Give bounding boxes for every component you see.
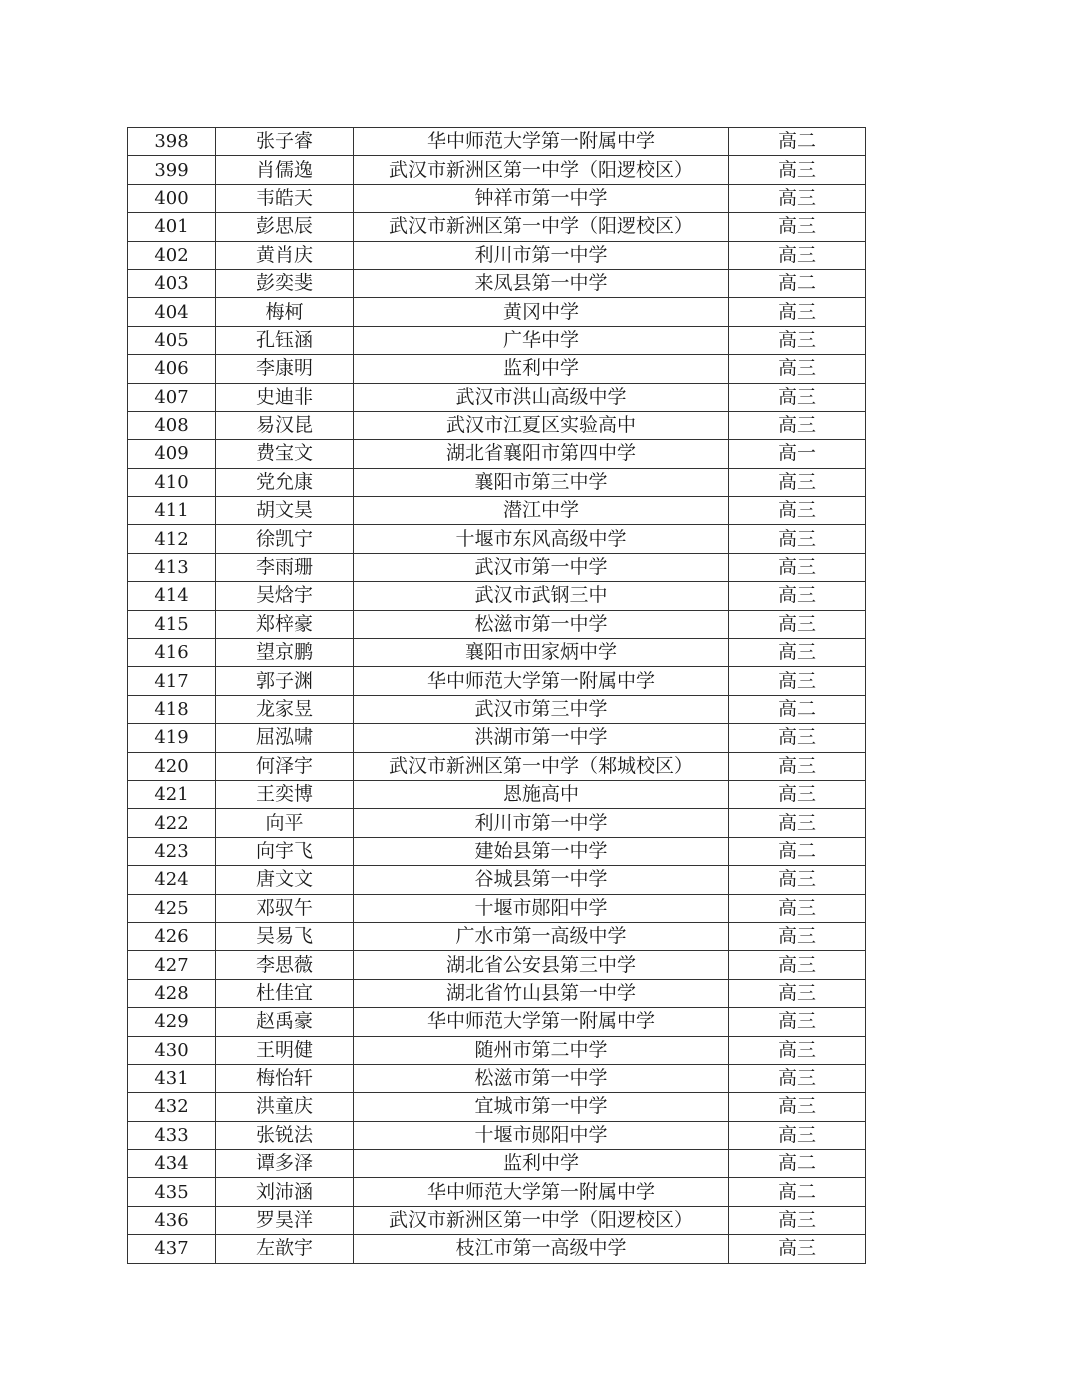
grade-level: 高三 xyxy=(729,213,866,241)
school-name: 广水市第一高级中学 xyxy=(354,922,729,950)
row-number: 408 xyxy=(128,411,216,439)
student-name: 梅柯 xyxy=(216,298,354,326)
table-row xyxy=(128,553,866,581)
grade-level: 高二 xyxy=(729,1178,866,1206)
student-name: 徐凯宁 xyxy=(216,525,354,553)
student-name: 左歆宇 xyxy=(216,1235,354,1263)
row-number: 406 xyxy=(128,355,216,383)
table-row xyxy=(128,1036,866,1064)
table-row xyxy=(128,298,866,326)
school-name: 谷城县第一中学 xyxy=(354,866,729,894)
school-name: 宜城市第一中学 xyxy=(354,1093,729,1121)
student-name: 张子睿 xyxy=(216,128,354,156)
table-row xyxy=(128,383,866,411)
table-row xyxy=(128,1150,866,1178)
row-number: 429 xyxy=(128,1008,216,1036)
grade-level: 高三 xyxy=(729,780,866,808)
table-row xyxy=(128,184,866,212)
row-number: 435 xyxy=(128,1178,216,1206)
student-name: 李雨珊 xyxy=(216,553,354,581)
grade-level: 高三 xyxy=(729,355,866,383)
student-name: 韦皓天 xyxy=(216,184,354,212)
school-name: 武汉市洪山高级中学 xyxy=(354,383,729,411)
school-name: 黄冈中学 xyxy=(354,298,729,326)
grade-level: 高三 xyxy=(729,1206,866,1234)
row-number: 432 xyxy=(128,1093,216,1121)
table-row xyxy=(128,128,866,156)
table-row xyxy=(128,667,866,695)
table-row xyxy=(128,440,866,468)
student-name: 张锐法 xyxy=(216,1121,354,1149)
table-row xyxy=(128,241,866,269)
grade-level: 高一 xyxy=(729,440,866,468)
grade-level: 高三 xyxy=(729,667,866,695)
grade-level: 高三 xyxy=(729,724,866,752)
row-number: 416 xyxy=(128,639,216,667)
grade-level: 高三 xyxy=(729,497,866,525)
row-number: 431 xyxy=(128,1064,216,1092)
table-row xyxy=(128,1064,866,1092)
row-number: 401 xyxy=(128,213,216,241)
grade-level: 高三 xyxy=(729,298,866,326)
row-number: 403 xyxy=(128,269,216,297)
row-number: 437 xyxy=(128,1235,216,1263)
table-row xyxy=(128,837,866,865)
grade-level: 高三 xyxy=(729,752,866,780)
table-row xyxy=(128,1178,866,1206)
table-row xyxy=(128,411,866,439)
school-name: 武汉市新洲区第一中学（阳逻校区） xyxy=(354,1206,729,1234)
table-row xyxy=(128,809,866,837)
table-row xyxy=(128,979,866,1007)
table-row xyxy=(128,497,866,525)
school-name: 华中师范大学第一附属中学 xyxy=(354,128,729,156)
school-name: 襄阳市第三中学 xyxy=(354,468,729,496)
row-number: 419 xyxy=(128,724,216,752)
table-row xyxy=(128,951,866,979)
table-row xyxy=(128,1121,866,1149)
student-name: 谭多泽 xyxy=(216,1150,354,1178)
school-name: 监利中学 xyxy=(354,355,729,383)
row-number: 434 xyxy=(128,1150,216,1178)
row-number: 424 xyxy=(128,866,216,894)
row-number: 421 xyxy=(128,780,216,808)
student-name: 王明健 xyxy=(216,1036,354,1064)
grade-level: 高三 xyxy=(729,411,866,439)
grade-level: 高三 xyxy=(729,1093,866,1121)
grade-level: 高三 xyxy=(729,326,866,354)
school-name: 随州市第二中学 xyxy=(354,1036,729,1064)
grade-level: 高二 xyxy=(729,128,866,156)
grade-level: 高二 xyxy=(729,695,866,723)
grade-level: 高三 xyxy=(729,468,866,496)
table-row xyxy=(128,1206,866,1234)
school-name: 松滋市第一中学 xyxy=(354,1064,729,1092)
school-name: 武汉市新洲区第一中学（阳逻校区） xyxy=(354,156,729,184)
student-name: 肖儒逸 xyxy=(216,156,354,184)
grade-level: 高三 xyxy=(729,553,866,581)
table-row xyxy=(128,695,866,723)
school-name: 湖北省襄阳市第四中学 xyxy=(354,440,729,468)
school-name: 松滋市第一中学 xyxy=(354,610,729,638)
school-name: 建始县第一中学 xyxy=(354,837,729,865)
school-name: 枝江市第一高级中学 xyxy=(354,1235,729,1263)
school-name: 恩施高中 xyxy=(354,780,729,808)
student-name: 向平 xyxy=(216,809,354,837)
grade-level: 高三 xyxy=(729,610,866,638)
table-row xyxy=(128,639,866,667)
row-number: 400 xyxy=(128,184,216,212)
grade-level: 高三 xyxy=(729,1036,866,1064)
grade-level: 高三 xyxy=(729,979,866,1007)
table-row xyxy=(128,780,866,808)
grade-level: 高三 xyxy=(729,1008,866,1036)
student-name: 屈泓啸 xyxy=(216,724,354,752)
school-name: 武汉市江夏区实验高中 xyxy=(354,411,729,439)
row-number: 407 xyxy=(128,383,216,411)
school-name: 武汉市第一中学 xyxy=(354,553,729,581)
student-name: 向宇飞 xyxy=(216,837,354,865)
table-row xyxy=(128,355,866,383)
student-name: 李思薇 xyxy=(216,951,354,979)
school-name: 襄阳市田家炳中学 xyxy=(354,639,729,667)
student-name: 邓驭午 xyxy=(216,894,354,922)
table-row xyxy=(128,1008,866,1036)
school-name: 华中师范大学第一附属中学 xyxy=(354,1008,729,1036)
student-name: 杜佳宜 xyxy=(216,979,354,1007)
row-number: 433 xyxy=(128,1121,216,1149)
row-number: 405 xyxy=(128,326,216,354)
student-name: 刘沛涵 xyxy=(216,1178,354,1206)
row-number: 436 xyxy=(128,1206,216,1234)
student-name: 党允康 xyxy=(216,468,354,496)
student-name: 吴焓宇 xyxy=(216,582,354,610)
row-number: 428 xyxy=(128,979,216,1007)
row-number: 422 xyxy=(128,809,216,837)
grade-level: 高三 xyxy=(729,951,866,979)
school-name: 利川市第一中学 xyxy=(354,809,729,837)
table-row xyxy=(128,468,866,496)
grade-level: 高二 xyxy=(729,1150,866,1178)
table-row xyxy=(128,752,866,780)
grade-level: 高三 xyxy=(729,922,866,950)
roster-table xyxy=(127,127,866,1264)
roster-body xyxy=(128,128,866,1264)
row-number: 418 xyxy=(128,695,216,723)
school-name: 湖北省公安县第三中学 xyxy=(354,951,729,979)
row-number: 420 xyxy=(128,752,216,780)
table-row xyxy=(128,610,866,638)
grade-level: 高二 xyxy=(729,269,866,297)
student-name: 梅怡轩 xyxy=(216,1064,354,1092)
grade-level: 高三 xyxy=(729,525,866,553)
table-row xyxy=(128,724,866,752)
school-name: 华中师范大学第一附属中学 xyxy=(354,1178,729,1206)
grade-level: 高三 xyxy=(729,1121,866,1149)
student-name: 胡文昊 xyxy=(216,497,354,525)
grade-level: 高三 xyxy=(729,383,866,411)
student-name: 罗昊洋 xyxy=(216,1206,354,1234)
school-name: 钟祥市第一中学 xyxy=(354,184,729,212)
table-row xyxy=(128,156,866,184)
table-row xyxy=(128,582,866,610)
school-name: 十堰市东风高级中学 xyxy=(354,525,729,553)
row-number: 426 xyxy=(128,922,216,950)
student-name: 望京鹏 xyxy=(216,639,354,667)
school-name: 武汉市新洲区第一中学（邾城校区） xyxy=(354,752,729,780)
student-name: 洪童庆 xyxy=(216,1093,354,1121)
school-name: 湖北省竹山县第一中学 xyxy=(354,979,729,1007)
student-name: 黄肖庆 xyxy=(216,241,354,269)
student-name: 郭子渊 xyxy=(216,667,354,695)
row-number: 412 xyxy=(128,525,216,553)
student-name: 易汉昆 xyxy=(216,411,354,439)
grade-level: 高三 xyxy=(729,1064,866,1092)
table-row xyxy=(128,213,866,241)
student-name: 郑梓豪 xyxy=(216,610,354,638)
table-row xyxy=(128,894,866,922)
row-number: 417 xyxy=(128,667,216,695)
table-row xyxy=(128,525,866,553)
row-number: 402 xyxy=(128,241,216,269)
table-row xyxy=(128,922,866,950)
student-name: 何泽宇 xyxy=(216,752,354,780)
row-number: 398 xyxy=(128,128,216,156)
grade-level: 高三 xyxy=(729,1235,866,1263)
student-name: 彭思辰 xyxy=(216,213,354,241)
school-name: 利川市第一中学 xyxy=(354,241,729,269)
school-name: 洪湖市第一中学 xyxy=(354,724,729,752)
student-name: 费宝文 xyxy=(216,440,354,468)
table-row xyxy=(128,326,866,354)
school-name: 广华中学 xyxy=(354,326,729,354)
row-number: 415 xyxy=(128,610,216,638)
school-name: 武汉市武钢三中 xyxy=(354,582,729,610)
school-name: 华中师范大学第一附属中学 xyxy=(354,667,729,695)
student-name: 王奕博 xyxy=(216,780,354,808)
row-number: 430 xyxy=(128,1036,216,1064)
grade-level: 高三 xyxy=(729,639,866,667)
table-row xyxy=(128,1093,866,1121)
table-row xyxy=(128,866,866,894)
school-name: 武汉市第三中学 xyxy=(354,695,729,723)
row-number: 404 xyxy=(128,298,216,326)
row-number: 413 xyxy=(128,553,216,581)
row-number: 427 xyxy=(128,951,216,979)
row-number: 399 xyxy=(128,156,216,184)
student-name: 唐文文 xyxy=(216,866,354,894)
student-name: 赵禹豪 xyxy=(216,1008,354,1036)
grade-level: 高三 xyxy=(729,582,866,610)
table-row xyxy=(128,1235,866,1263)
grade-level: 高三 xyxy=(729,156,866,184)
table-row xyxy=(128,269,866,297)
school-name: 十堰市郧阳中学 xyxy=(354,894,729,922)
grade-level: 高二 xyxy=(729,837,866,865)
row-number: 410 xyxy=(128,468,216,496)
row-number: 425 xyxy=(128,894,216,922)
grade-level: 高三 xyxy=(729,866,866,894)
row-number: 409 xyxy=(128,440,216,468)
row-number: 411 xyxy=(128,497,216,525)
row-number: 414 xyxy=(128,582,216,610)
school-name: 十堰市郧阳中学 xyxy=(354,1121,729,1149)
student-name: 龙家昱 xyxy=(216,695,354,723)
grade-level: 高三 xyxy=(729,241,866,269)
grade-level: 高三 xyxy=(729,809,866,837)
student-name: 彭奕斐 xyxy=(216,269,354,297)
student-name: 史迪非 xyxy=(216,383,354,411)
student-name: 孔钰涵 xyxy=(216,326,354,354)
row-number: 423 xyxy=(128,837,216,865)
grade-level: 高三 xyxy=(729,184,866,212)
student-name: 李康明 xyxy=(216,355,354,383)
school-name: 武汉市新洲区第一中学（阳逻校区） xyxy=(354,213,729,241)
grade-level: 高三 xyxy=(729,894,866,922)
student-name: 吴易飞 xyxy=(216,922,354,950)
school-name: 潜江中学 xyxy=(354,497,729,525)
school-name: 来凤县第一中学 xyxy=(354,269,729,297)
school-name: 监利中学 xyxy=(354,1150,729,1178)
